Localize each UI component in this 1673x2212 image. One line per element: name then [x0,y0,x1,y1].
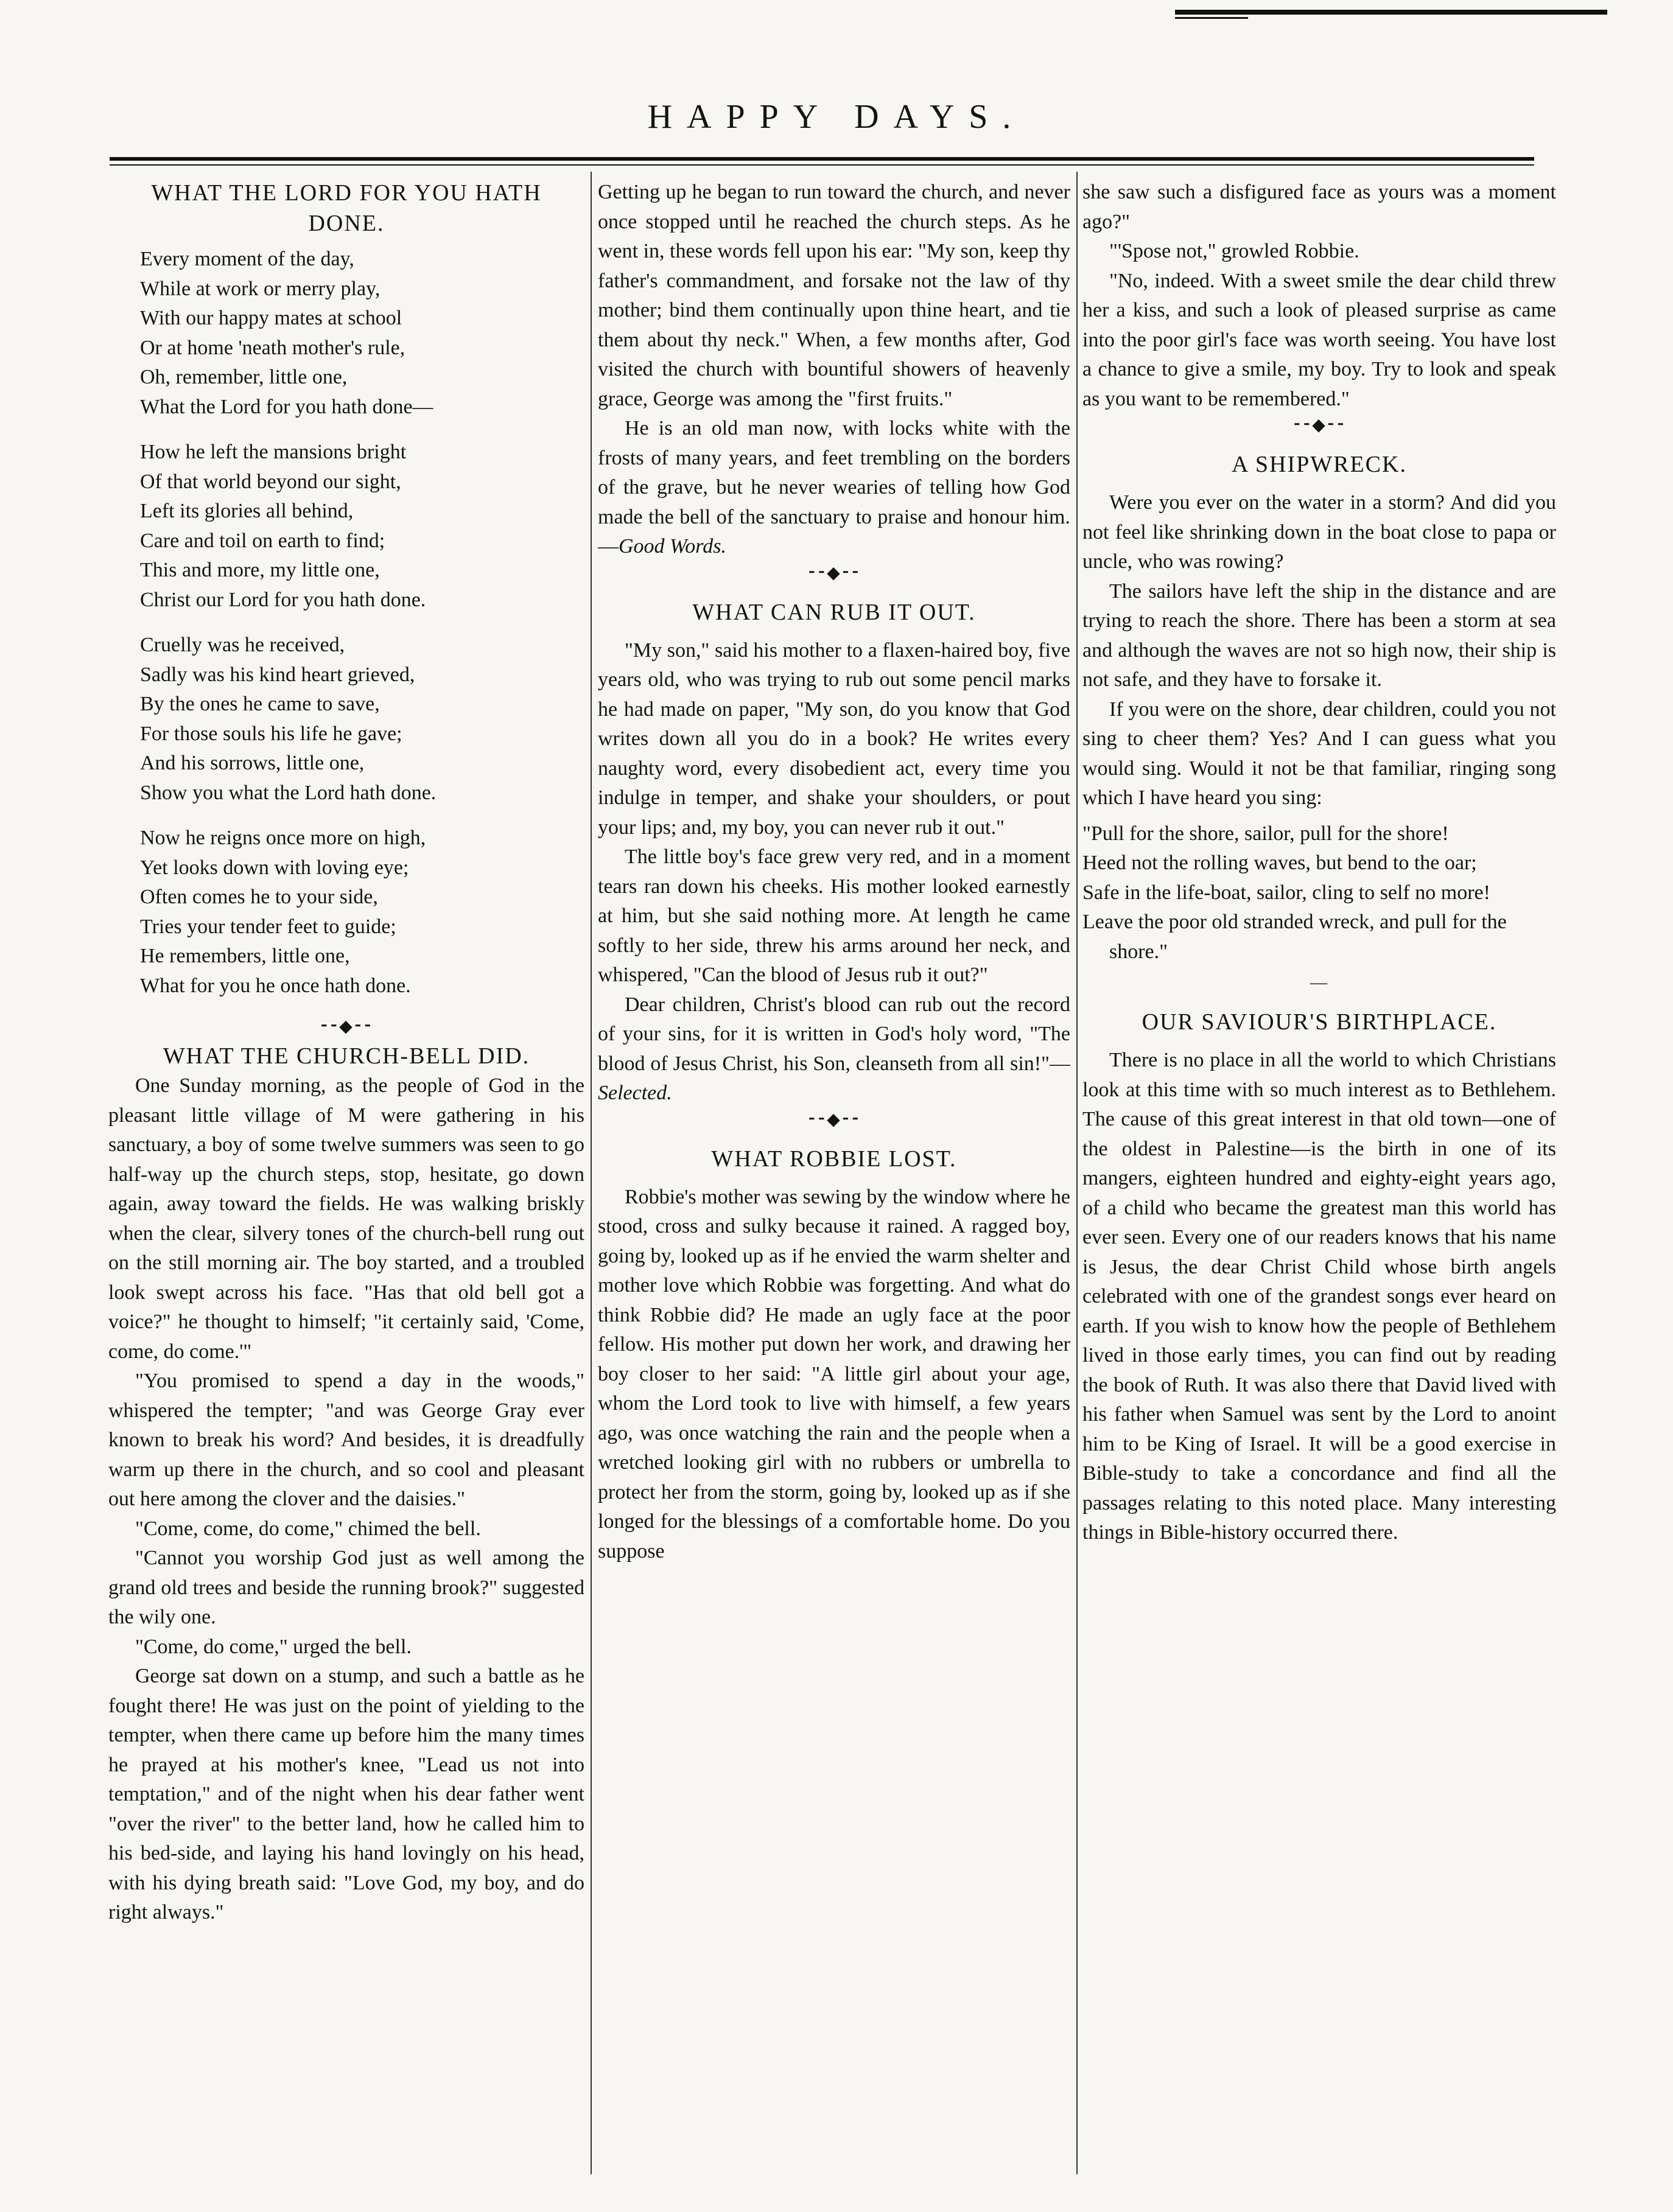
poem-stanza [140,824,584,1001]
poem-line: Oh, remember, little one, [140,366,348,388]
poem-body [140,245,584,1001]
poem-line: Now he reigns once more on high, [140,827,426,849]
robbie-paragraph: "'Spose not," growled Robbie. [1109,240,1359,262]
church-bell-paragraph: One Sunday morning, as the people of God in the pleasant little village of M were gathering in his sanctuary, a boy of some twelve summers was seen to go half-way up the church steps, stop, hesitate, go down again, away toward the fields. He was walking briskly when the clear, silvery tones of the church-bell rung out on the still morning air. The boy started, and a troubled look swept across his face. "Has that old bell got a voice?" he thought to himself; "it certainly said, 'Come, come, do come.'" [108,1074,584,1363]
poem-stanza [140,245,584,422]
song-line: Leave the poor old stranded wreck, and pull for the shore." [1082,911,1507,963]
poem-line: With our happy mates at school [140,307,402,329]
poem-stanza [140,438,584,615]
shipwreck-paragraph: If you were on the shore, dear children, could you not sing to cheer them? Yes? And I can guess what you would sing. Would it not be that familiar, ringing song which I have heard you sing: [1082,698,1556,809]
section-ornament: ⁃⁃◆⁃⁃ [1292,416,1346,435]
robbie-paragraph: Robbie's mother was sewing by the window where he stood, cross and sulky because it rained. A ragged boy, going by, looked up as if he envied the warm shelter and mother love which Robbie was forgetting. And what do think Robbie did? He made an ugly face at the poor fellow. His mother put down her work, and drawing her boy closer to her said: "A little girl about your age, whom the Lord took to live with himself, a few years ago, was once watching the rain and the people when a wretched looking girl with no rubbers or umbrella to protect her from the storm, going by, looked up as if she longed for the blessings of a comfortable home. Do you suppose [598,1185,1070,1563]
column-divider [591,172,592,2174]
poem-line: Yet looks down with loving eye; [140,856,409,879]
poem-line: Sadly was his kind heart grieved, [140,663,415,686]
column-2 [598,178,1070,2186]
poem-line: Or at home 'neath mother's rule, [140,336,405,359]
robbie-paragraph: she saw such a disfigured face as yours was a moment ago?" [1082,181,1556,233]
song-line: Safe in the life-boat, sailor, cling to self no more! [1082,881,1490,904]
poem-line: By the ones he came to save, [140,693,380,715]
birthplace-title: OUR SAVIOUR'S BIRTHPLACE. [1142,1009,1497,1035]
poem-line: How he left the mansions bright [140,441,407,463]
poem-line: Care and toil on earth to find; [140,529,385,552]
song-line: Heed not the rolling waves, but bend to the oar; [1082,852,1477,874]
poem-line: Every moment of the day, [140,248,354,270]
church-bell-paragraph: "Cannot you worship God just as well among the grand old trees and beside the running brook?" suggested the wily one. [108,1547,584,1628]
poem-line: What for you he once hath done. [140,974,411,997]
church-bell-text: He is an old man now, with locks white with the frosts of many years, and feet trembling on the borders of the grave, but he never wearies of telling how God made the bell of the sanctuary to praise and honour him.— [598,417,1070,558]
rub-out-source: Selected. [598,1082,672,1104]
birthplace-paragraph: There is no place in all the world to which Christians look at this time with so much interest as to Bethlehem. The cause of this great interest in that old town—one of the oldest in Palestine—is the birth in one of its mangers, eighteen hundred and eighty-eight years ago, of a child who became the greatest man this world has ever seen. Every one of our readers knows that his name is Jesus, the dear Christ Child whose birth angels celebrated with one of the grandest songs ever heard on earth. If you wish to know how the people of Bethlehem lived in those early times, you can find out by reading the book of Ruth. It was also there that David lived with his father when Samuel was sent by the Lord to anoint him to be King of Israel. It will be a good exercise in Bible-study to take a concordance and find all the passages relating to this noted place. Many interesting things in Bible-history occurred there. [1082,1049,1556,1544]
poem-line: Christ our Lord for you hath done. [140,588,426,611]
church-bell-paragraph-continued: George sat down on a stump, and such a battle as he fought there! He was just on the point of yielding to the tempter, when there came up before him the many times he prayed at his mother's knee, "Lead us not into temptation," and of the night when his dear father went "over the river" to the better land, how he called him to his bed-side, and laying his hand lovingly on his head, with his dying breath said: "Love God, my boy, and do right always." [108,1665,584,1923]
church-bell-paragraph [598,414,1070,562]
column-divider [1076,172,1078,2174]
church-bell-paragraph: "Come, do come," urged the bell. [135,1635,412,1658]
rub-out-paragraph [598,990,1070,1108]
poem-title-line1: WHAT THE LORD FOR YOU HATH [151,180,542,206]
poem-line: Of that world beyond our sight, [140,470,401,493]
poem-line: Often comes he to your side, [140,886,378,908]
robbie-title: WHAT ROBBIE LOST. [711,1146,957,1172]
section-ornament: ⁃⁃◆⁃⁃ [807,563,861,583]
poem-line: And his sorrows, little one, [140,752,365,774]
column-3 [1082,178,1556,2186]
shipwreck-paragraph: The sailors have left the ship in the distance and are trying to reach the shore. There has been a storm at sea and although the waves are not so high now, their ship is not safe, and they have to forsake it. [1082,579,1556,691]
header-rule [110,157,1534,161]
poem-stanza [140,631,584,808]
section-ornament: ⁃⁃◆⁃⁃ [807,1110,861,1129]
rub-out-title: WHAT CAN RUB IT OUT. [692,599,976,625]
masthead-title: HAPPY DAYS. [647,98,1026,136]
poem-line: While at work or merry play, [140,277,381,300]
church-bell-paragraph: "You promised to spend a day in the woods," whispered the tempter; "and was George Gray ever known to break his word? And besides, it is dreadfully warm up there in the church, and so cool and pleasant out here among the clover and the daisies." [108,1370,584,1510]
top-rule-thin [1175,17,1248,19]
rub-out-paragraph: The little boy's face grew very red, and in a moment tears ran down his cheeks. His mother looked earnestly at him, but she said nothing more. At length he came softly to her side, threw his arms around her neck, and whispered, "Can the blood of Jesus rub it out?" [598,845,1070,986]
poem-line: Left its glories all behind, [140,500,354,522]
poem-line: Show you what the Lord hath done. [140,781,437,804]
poem-line: Cruelly was he received, [140,634,345,656]
church-bell-paragraph: Getting up he began to run toward the church, and never once stopped until he reached the church steps. As he went in, these words fell upon his ear: "My son, keep thy father's commandment, and forsake not the law of thy mother; bind them continually upon thine heart, and tie them about thy neck." When, a few months after, God visited the church with bountiful showers of heavenly grace, George was among the "first fruits." [598,181,1070,410]
section-ornament: — [1310,973,1328,992]
poem-line: This and more, my little one, [140,559,380,581]
shipwreck-paragraph: Were you ever on the water in a storm? And did you not feel like shrinking down in the boat close to papa or uncle, who was rowing? [1082,491,1556,573]
poem-title [108,178,584,239]
section-ornament: ⁃⁃◆⁃⁃ [320,1017,373,1036]
column-1 [108,178,584,2186]
poem-line: What the Lord for you hath done— [140,395,433,418]
shipwreck-song [1082,819,1556,967]
poem-line: He remembers, little one, [140,945,350,967]
rub-out-text: Dear children, Christ's blood can rub out the record of your sins, for it is written in God's holy word, "The blood of Jesus Christ, his Son, cleanseth from all sin!"— [598,993,1070,1075]
top-rule [1175,10,1607,15]
shipwreck-title: A SHIPWRECK. [1232,452,1407,477]
church-bell-source: Good Words. [619,535,726,558]
poem-line: For those souls his life he gave; [140,722,402,745]
church-bell-paragraph: "Come, come, do come," chimed the bell. [135,1517,481,1540]
header-rule-thin [110,164,1534,166]
song-line: "Pull for the shore, sailor, pull for the shore! [1082,822,1449,845]
poem-line: Tries your tender feet to guide; [140,915,396,938]
rub-out-paragraph: "My son," said his mother to a flaxen-haired boy, five years old, who was trying to rub out some pencil marks he had made on paper, "My son, do you know that God writes down all you do in a book? He writes every naughty word, every disobedient act, every time you indulge in temper, and shake your shoulders, or pout your lips; and, my boy, you can never rub it out." [598,639,1070,839]
robbie-paragraph: "No, indeed. With a sweet smile the dear child threw her a kiss, and such a look of pleased surprise as came into the poor girl's face was worth seeing. You have lost a chance to give a smile, my boy. Try to look and speak as you want to be remembered." [1082,269,1556,410]
church-bell-title: WHAT THE CHURCH-BELL DID. [163,1043,530,1069]
poem-title-line2: DONE. [308,211,385,236]
